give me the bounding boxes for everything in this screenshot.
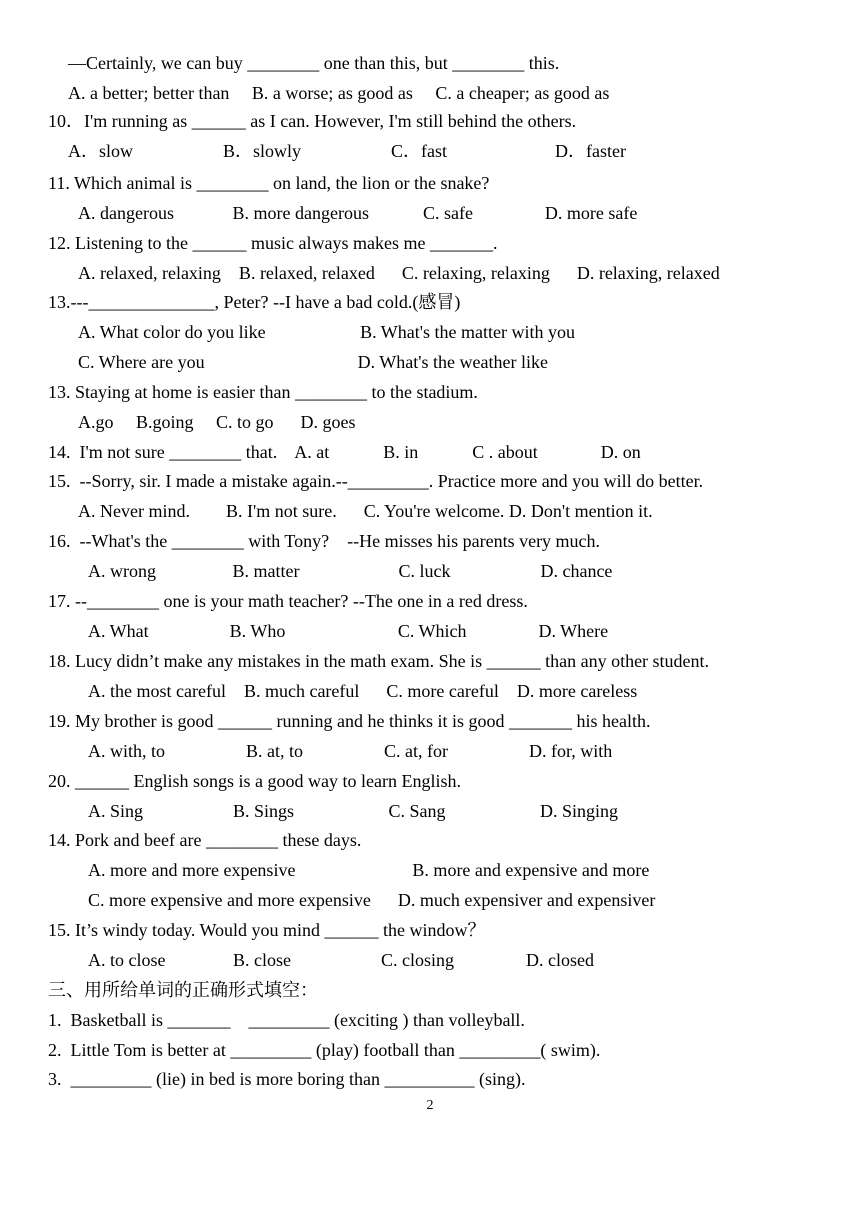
line-2: A. a better; better than B. a worse; as good as C. a cheaper; as good as [68,83,610,103]
line-5: 11. Which animal is ________ on land, the lion or the snake? [48,173,490,193]
line-4: A．slow B．slowly C．fast D．faster [68,141,626,161]
line-21: 18. Lucy didn’t make any mistakes in the math exam. She is ______ than any other student. [48,651,710,671]
line-17: 16. --What's the ________ with Tony? --He misses his parents very much. [48,531,601,551]
line-28: A. more and more expensive B. more and expensive and more [88,860,650,880]
line-9: 13.---______________, Peter? --I have a bad cold.(感冒) [48,292,461,312]
line-29: C. more expensive and more expensive D. much expensiver and expensiver [88,890,656,910]
line-26: A. Sing B. Sings C. Sang D. Singing [88,801,619,821]
line-8: A. relaxed, relaxing B. relaxed, relaxed C. relaxing, relaxing D. relaxing, relaxed [78,263,720,283]
line-1: —Certainly, we can buy ________ one than this, but ________ this. [68,53,560,73]
line-34: 2. Little Tom is better at _________ (play) football than _________( swim). [48,1040,601,1060]
line-7: 12. Listening to the ______ music always makes me _______. [48,233,498,253]
line-12: 13. Staying at home is easier than ________ to the stadium. [48,382,478,402]
line-33: 1. Basketball is _______ _________ (exciting ) than volleyball. [48,1010,525,1030]
line-31: A. to close B. close C. closing D. closed [88,950,594,970]
line-11: C. Where are you D. What's the weather like [78,352,548,372]
line-10: A. What color do you like B. What's the matter with you [78,322,576,342]
line-27: 14. Pork and beef are ________ these days. [48,830,362,850]
line-24: A. with, to B. at, to C. at, for D. for, with [88,741,613,761]
line-16: A. Never mind. B. I'm not sure. C. You're welcome. D. Don't mention it. [78,501,653,521]
line-25: 20. ______ English songs is a good way to learn English. [48,771,461,791]
line-20: A. What B. Who C. Which D. Where [88,621,609,641]
line-18: A. wrong B. matter C. luck D. chance [88,561,613,581]
line-14: 14. I'm not sure ________ that. A. at B. in C . about D. on [48,442,641,462]
line-19: 17. --________ one is your math teacher? --The one in a red dress. [48,591,528,611]
line-22: A. the most careful B. much careful C. more careful D. more careless [88,681,638,701]
line-13: A.go B.going C. to go D. goes [78,412,356,432]
line-6: A. dangerous B. more dangerous C. safe D. more safe [78,203,638,223]
line-15: 15. --Sorry, sir. I made a mistake again.--_________. Practice more and you will do better. [48,471,704,491]
line-35: 3. _________ (lie) in bed is more boring than __________ (sing). [48,1069,526,1089]
line-23: 19. My brother is good ______ running and he thinks it is good _______ his health. [48,711,651,731]
line-30: 15. It’s windy today. Would you mind ______ the window？ [48,920,486,940]
line-32: 三、用所给单词的正确形式填空： [48,980,318,1000]
line-3: 10．I'm running as ______ as I can. However, I'm still behind the others. [48,111,577,131]
page-number: 2 [426,1098,434,1113]
